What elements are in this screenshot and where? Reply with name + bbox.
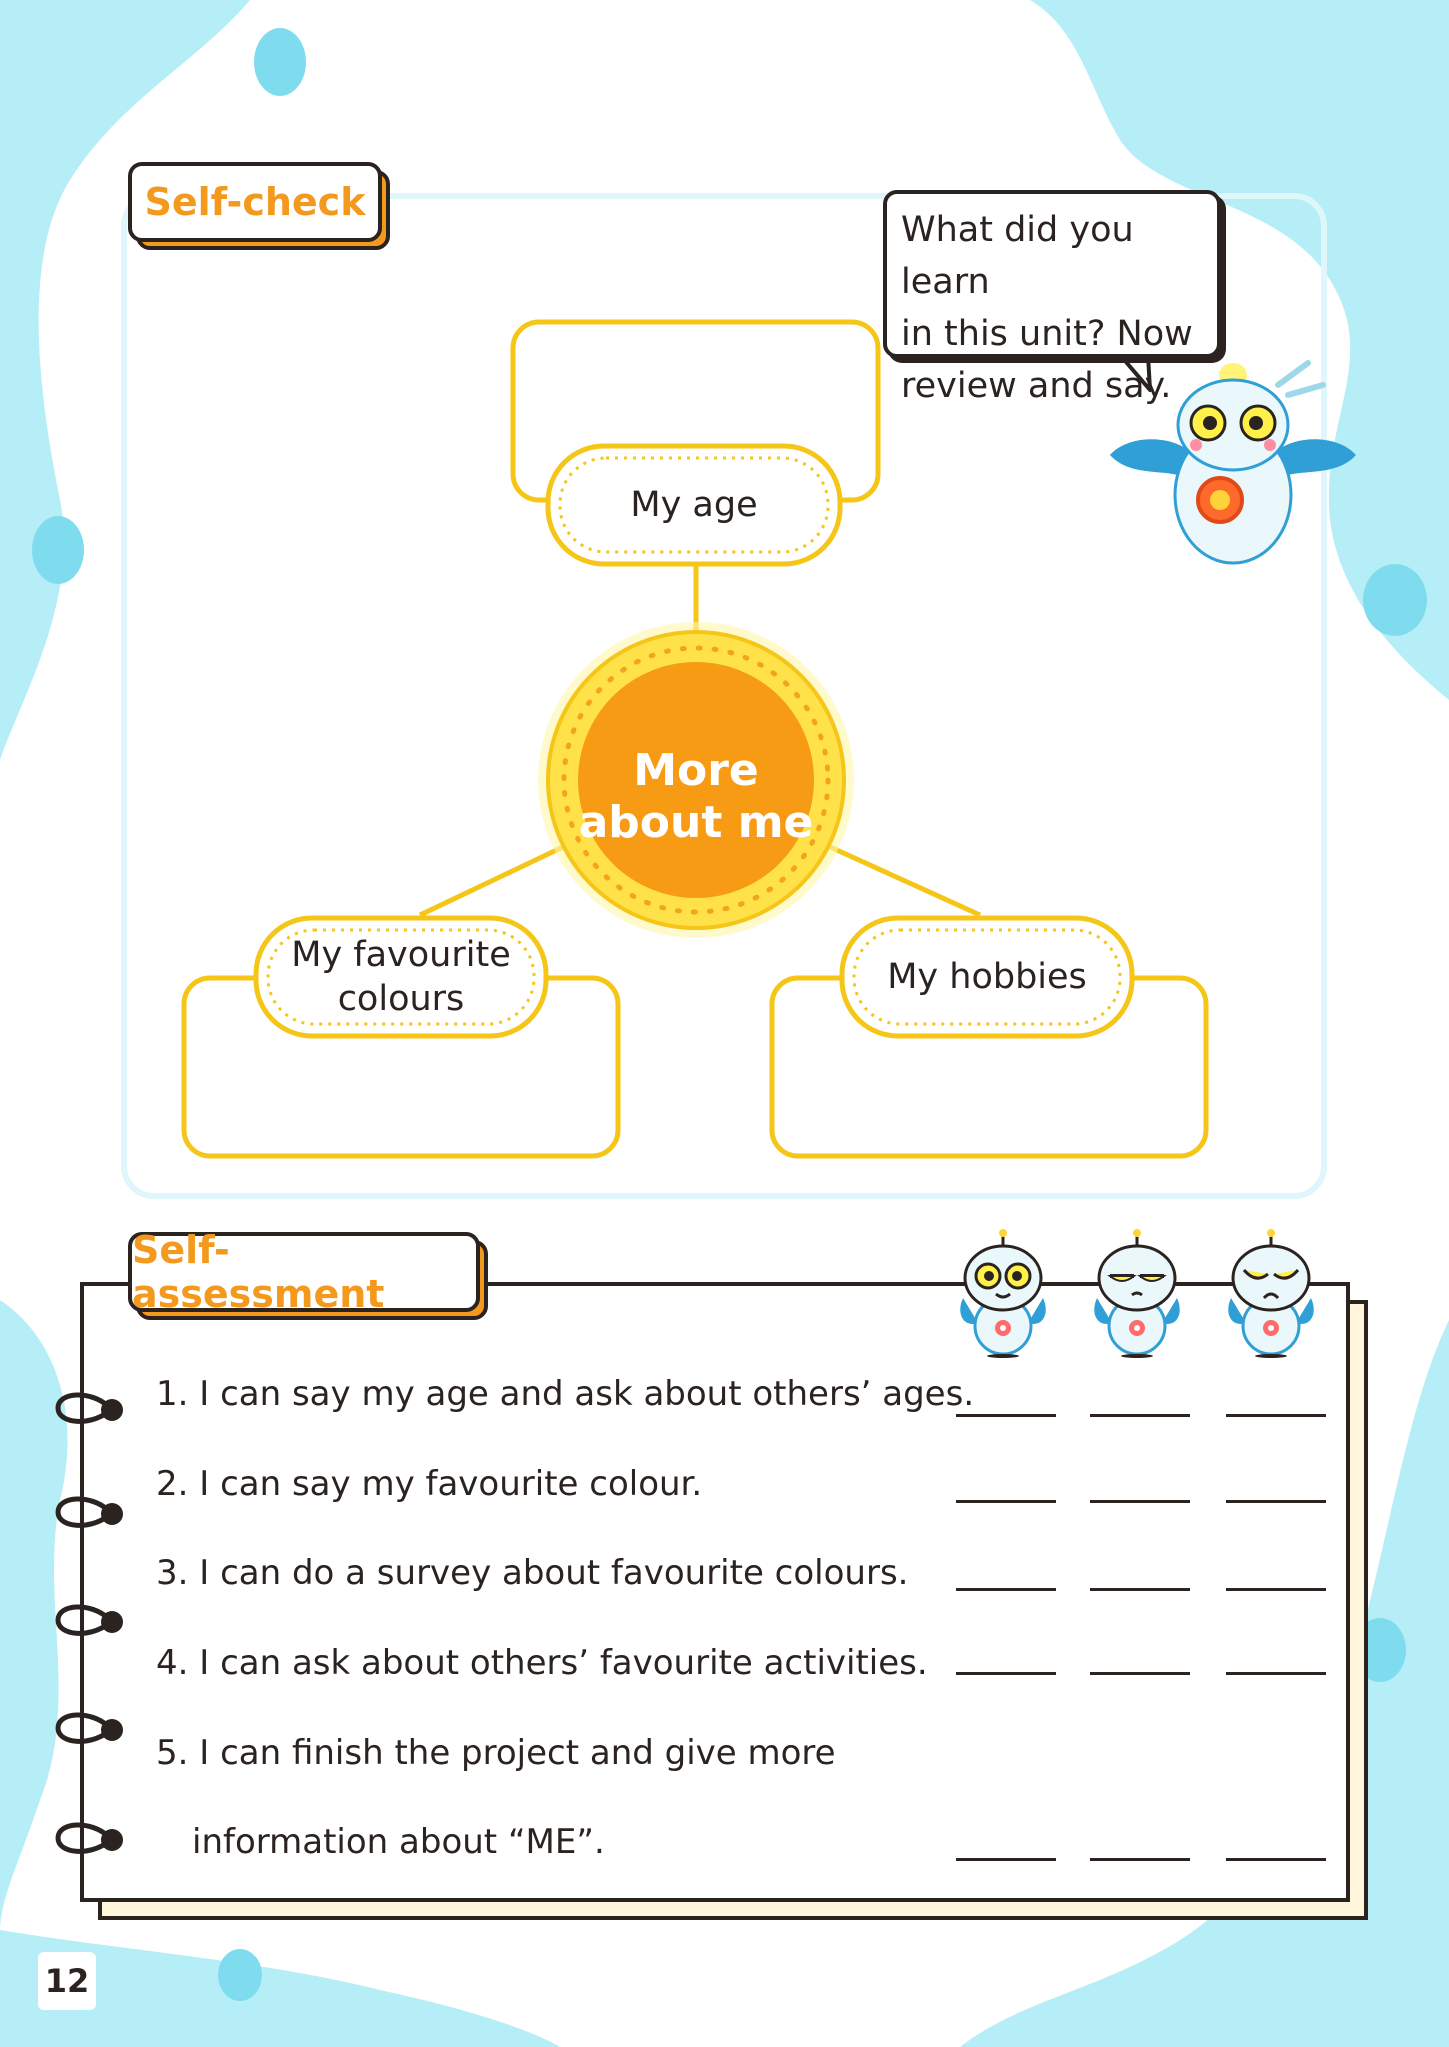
rating-blank[interactable]: [1226, 1500, 1326, 1503]
self-assessment-tab: [128, 1228, 488, 1320]
rating-blank[interactable]: [1226, 1858, 1326, 1861]
speech-line-1: What did you learn: [901, 210, 1134, 302]
page-number: 12: [38, 1952, 96, 2010]
node-colours-text-2: colours: [337, 979, 465, 1019]
assessment-item-4: 4. I can ask about others’ favourite activities.: [156, 1643, 928, 1683]
rating-blank[interactable]: [1090, 1500, 1190, 1503]
rating-blank[interactable]: [1226, 1672, 1326, 1675]
neutral-robot-face-icon: [1092, 1228, 1182, 1358]
center-text-1: More: [633, 745, 759, 796]
self-check-title: Self-check: [128, 162, 382, 242]
binding-ring-icon: [50, 1810, 130, 1870]
assessment-item-5-continued: information about “ME”.: [192, 1822, 605, 1862]
rating-blank[interactable]: [1090, 1414, 1190, 1417]
assessment-item-2: 2. I can say my favourite colour.: [156, 1464, 703, 1504]
center-text-2: about me: [578, 797, 814, 848]
assessment-item-1: 1. I can say my age and ask about others’ ages.: [156, 1374, 975, 1414]
rating-blank[interactable]: [956, 1672, 1056, 1675]
rating-blank[interactable]: [1226, 1588, 1326, 1591]
node-colours-text-1: My favourite: [291, 935, 511, 975]
rating-blank[interactable]: [1090, 1858, 1190, 1861]
rating-blank[interactable]: [1226, 1414, 1326, 1417]
sad-robot-face-icon: [1226, 1228, 1316, 1358]
rating-blank[interactable]: [956, 1414, 1056, 1417]
assessment-item-3: 3. I can do a survey about favourite colours.: [156, 1553, 909, 1593]
rating-blank[interactable]: [1090, 1672, 1190, 1675]
node-colours-label: [268, 930, 534, 1024]
speech-line-2: in this unit? Now: [901, 314, 1193, 354]
age-answer-box[interactable]: [520, 330, 870, 440]
hobbies-answer-box[interactable]: [780, 1040, 1200, 1150]
binding-ring-icon: [50, 1592, 130, 1652]
speech-line-3: review and say.: [901, 366, 1172, 406]
self-assessment-title: Self-assessment: [128, 1232, 480, 1312]
node-hobbies-text: My hobbies: [887, 957, 1087, 997]
binding-ring-icon: [50, 1380, 130, 1440]
rating-blank[interactable]: [956, 1500, 1056, 1503]
binding-ring-icon: [50, 1484, 130, 1544]
rating-blank[interactable]: [956, 1858, 1056, 1861]
speech-bubble: [883, 190, 1221, 406]
colours-answer-box[interactable]: [192, 1040, 612, 1150]
assessment-item-5: 5. I can finish the project and give more: [156, 1733, 836, 1773]
node-age-text: My age: [630, 485, 758, 525]
binding-ring-icon: [50, 1700, 130, 1760]
mind-map-center: [570, 712, 822, 882]
rating-blank[interactable]: [956, 1588, 1056, 1591]
happy-robot-face-icon: [958, 1228, 1048, 1358]
self-check-tab: [128, 162, 390, 250]
rating-blank[interactable]: [1090, 1588, 1190, 1591]
node-hobbies-label: [854, 930, 1120, 1024]
node-age-label: [560, 458, 828, 552]
